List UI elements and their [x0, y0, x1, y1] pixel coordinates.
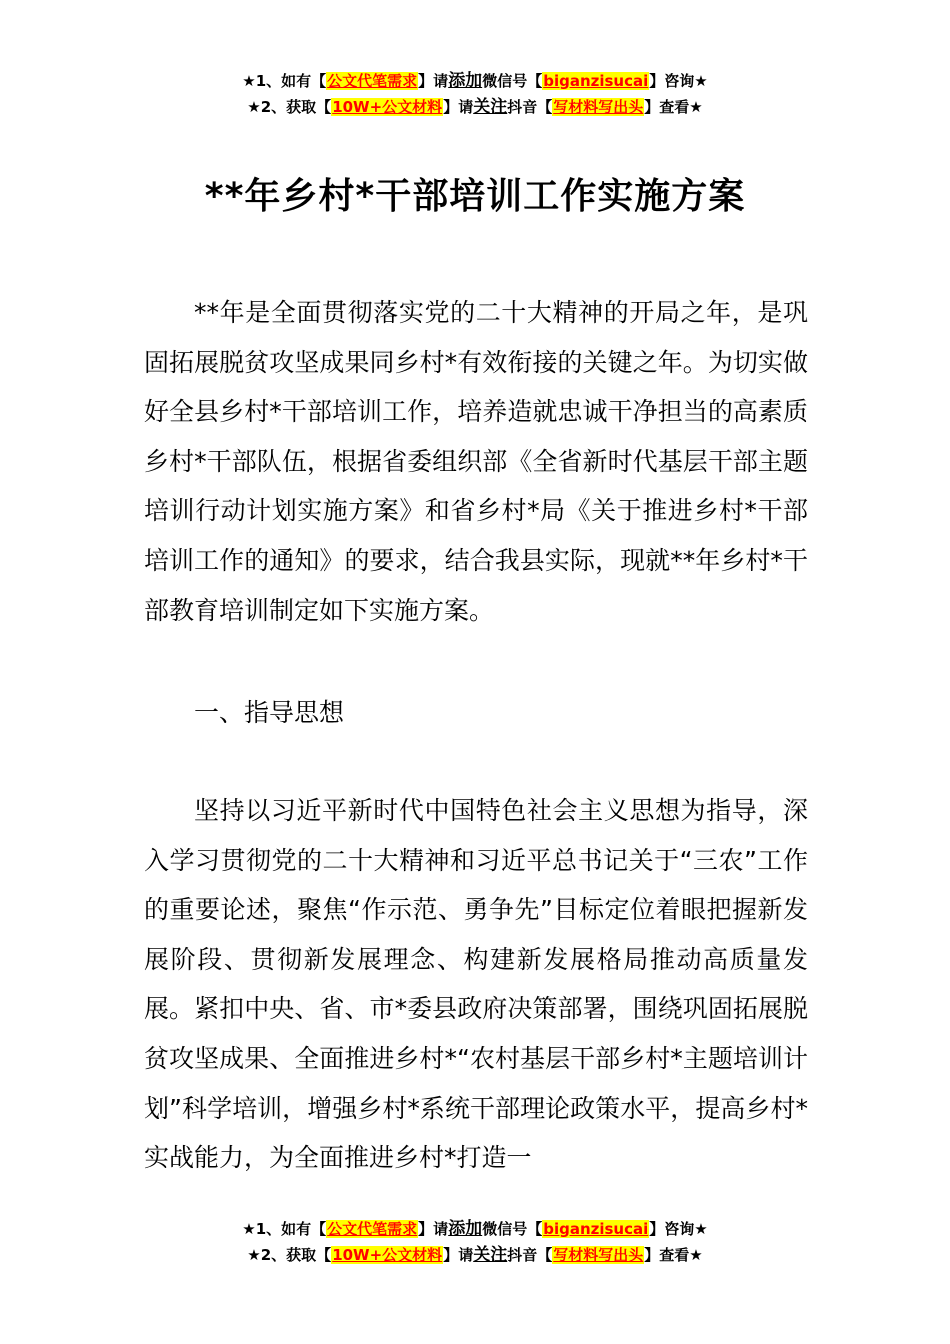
footer-banner — [0, 1216, 950, 1268]
banner-text: ★2、获取【 — [247, 1246, 332, 1264]
banner-highlight: 写材料写出头 — [553, 1246, 644, 1264]
banner-line-1 — [0, 68, 950, 94]
banner-highlight: 10W+公文材料 — [332, 1246, 443, 1264]
banner-highlight: 公文代笔需求 — [327, 1220, 418, 1238]
document-title: **年乡村*干部培训工作实施方案 — [204, 176, 746, 218]
section-1-body — [144, 786, 808, 1183]
banner-highlight: 公文代笔需求 — [327, 72, 418, 90]
banner-text: 】请 — [418, 72, 449, 90]
banner-text: 】请 — [443, 98, 474, 116]
banner-line-2 — [0, 1242, 950, 1268]
banner-highlight: 写材料写出头 — [553, 98, 644, 116]
banner-highlight: biganzisucai — [543, 72, 649, 90]
banner-line-2 — [0, 94, 950, 120]
banner-text: ★2、获取【 — [247, 98, 332, 116]
banner-text: 微信号【 — [482, 72, 543, 90]
banner-text: 】咨询★ — [649, 1220, 708, 1238]
banner-underlined: 关注 — [473, 1245, 508, 1265]
banner-text: 抖音【 — [507, 1246, 553, 1264]
section-paragraph: 坚持以习近平新时代中国特色社会主义思想为指导，深入学习贯彻党的二十大精神和习近平总书记关于“三农”工作的重要论述，聚焦“作示范、勇争先”目标定位着眼把握新发展阶段、贯彻新发展理念、构建新发展格局推动高质量发展。紧扣中央、省、市*委县政府决策部署，围绕巩固拓展脱贫攻坚成果、全面推进乡村*“农村基层干部乡村*主题培训计划”科学培训，增强乡村*系统干部理论政策水平，提高乡村*实战能力，为全面推进乡村*打造一 — [144, 796, 808, 1173]
banner-text: 】查看★ — [644, 1246, 703, 1264]
banner-text: 】咨询★ — [649, 72, 708, 90]
banner-text: 微信号【 — [482, 1220, 543, 1238]
banner-text: 】查看★ — [644, 98, 703, 116]
banner-underlined: 添加 — [448, 71, 483, 91]
banner-line-1 — [0, 1216, 950, 1242]
banner-underlined: 关注 — [473, 97, 508, 117]
section-heading: 一、指导思想 — [194, 698, 345, 727]
banner-underlined: 添加 — [448, 1219, 483, 1239]
section-1-heading-block — [144, 688, 808, 738]
intro-paragraph: **年是全面贯彻落实党的二十大精神的开局之年，是巩固拓展脱贫攻坚成果同乡村*有效衔接的关键之年。为切实做好全县乡村*干部培训工作，培养造就忠诚干净担当的高素质乡村*干部队伍，根据省委组织部《全省新时代基层干部主题培训行动计划实施方案》和省乡村*局《关于推进乡村*干部培训工作的通知》的要求，结合我县实际，现就**年乡村*干部教育培训制定如下实施方案。 — [144, 298, 808, 625]
banner-highlight: biganzisucai — [543, 1220, 649, 1238]
banner-text: ★1、如有【 — [242, 1220, 327, 1238]
intro-section — [144, 288, 808, 635]
banner-text: ★1、如有【 — [242, 72, 327, 90]
banner-text: 抖音【 — [507, 98, 553, 116]
banner-text: 】请 — [418, 1220, 449, 1238]
header-banner — [0, 68, 950, 120]
banner-highlight: 10W+公文材料 — [332, 98, 443, 116]
banner-text: 】请 — [443, 1246, 474, 1264]
